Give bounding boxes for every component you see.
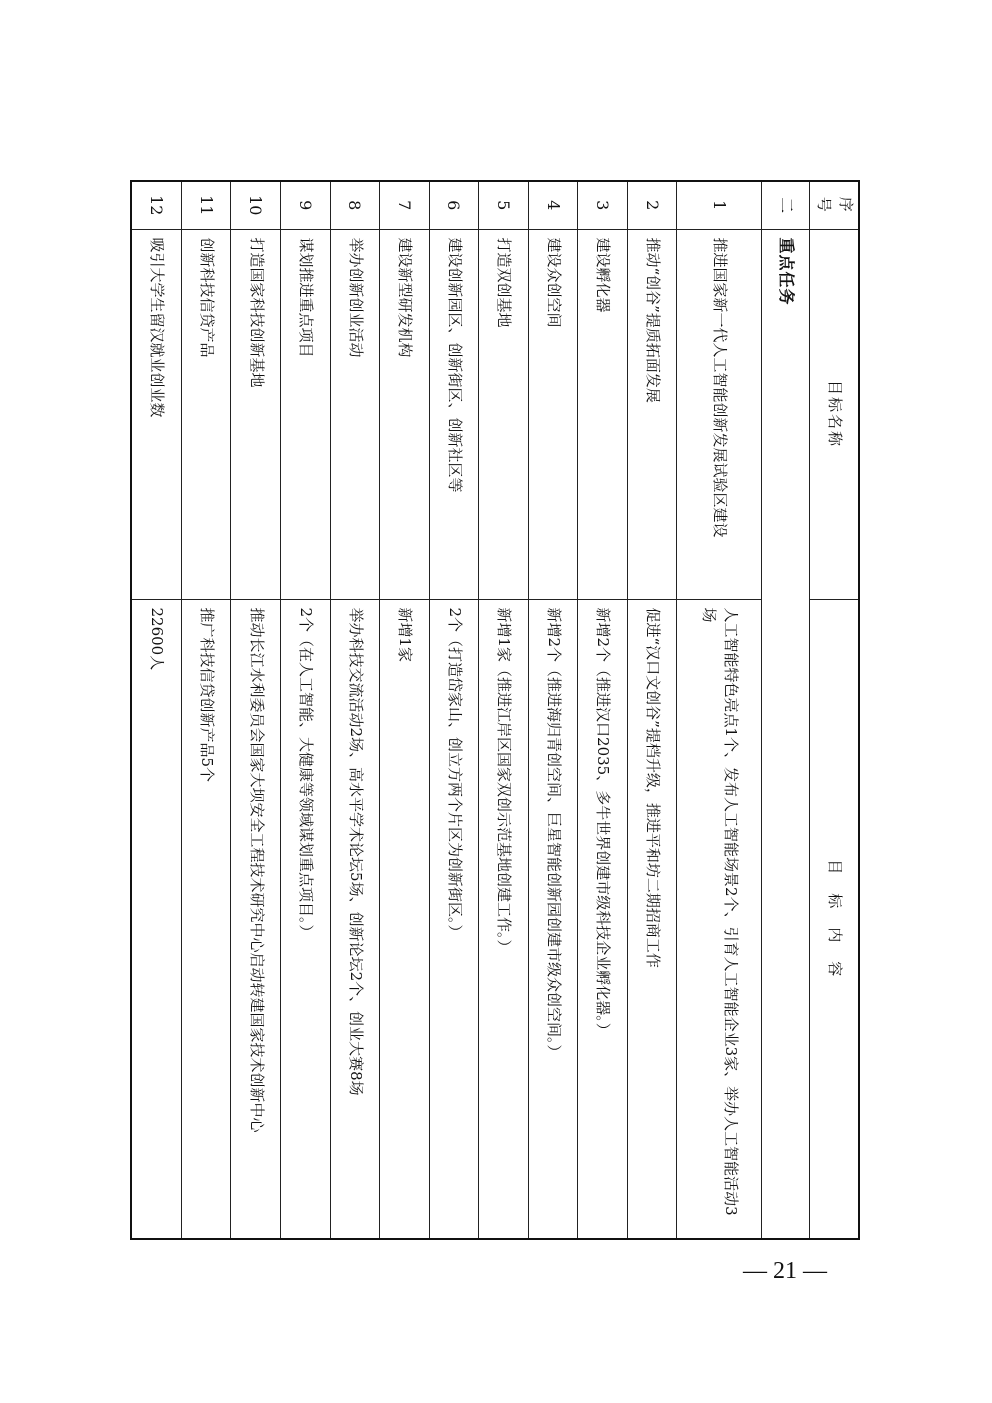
targets-table <box>130 180 860 1240</box>
rotated-table-frame <box>130 180 860 1240</box>
cell-name: 吸引大学生留汉就业创业数 <box>131 229 181 599</box>
cell-seq: 12 <box>131 181 181 229</box>
cell-name: 建设新型研发机构 <box>380 229 430 599</box>
section-seq: 二 <box>762 181 810 229</box>
cell-seq: 3 <box>578 181 628 229</box>
cell-name: 谋划推进重点项目 <box>281 229 331 599</box>
table-row <box>429 181 479 1239</box>
section-row <box>762 181 810 1239</box>
table-row <box>131 181 181 1239</box>
table-row <box>578 181 628 1239</box>
cell-content: 新增1家 <box>380 599 430 1239</box>
cell-name: 建设创新园区、创新街区、创新社区等 <box>429 229 479 599</box>
table-row <box>231 181 281 1239</box>
cell-content: 促进“汉口文创谷”提档升级，推进平和坊二期招商工作 <box>627 599 677 1239</box>
cell-content: 2个（在人工智能、大健康等领域谋划重点项目。） <box>281 599 331 1239</box>
cell-seq: 7 <box>380 181 430 229</box>
cell-content: 新增2个（推进汉口2035、多牛世界创建市级科技企业孵化器。） <box>578 599 628 1239</box>
table-row <box>380 181 430 1239</box>
cell-content: 举办科技交流活动2场、高水平学术论坛5场、创新论坛2个、创业大赛8场 <box>330 599 380 1239</box>
header-name: 目标名称 <box>810 229 859 599</box>
table-row <box>627 181 677 1239</box>
cell-seq: 11 <box>181 181 231 229</box>
table-row <box>528 181 578 1239</box>
cell-name: 建设众创空间 <box>528 229 578 599</box>
table-header-row <box>810 181 859 1239</box>
cell-content: 2个（打造岱家山、创立方两个片区为创新街区。） <box>429 599 479 1239</box>
cell-content: 新增2个（推进海归青创空间、巨星智能创新园创建市级众创空间。） <box>528 599 578 1239</box>
cell-content: 人工智能特色亮点1个、发布人工智能场景2个、引育人工智能企业3家、举办人工智能活动3场 <box>677 599 762 1239</box>
cell-content: 推广科技信贷创新产品5个 <box>181 599 231 1239</box>
page-number: — 21 — <box>743 1258 827 1284</box>
table-row <box>330 181 380 1239</box>
cell-seq: 4 <box>528 181 578 229</box>
cell-name: 推进国家新一代人工智能创新发展试验区建设 <box>677 229 762 599</box>
cell-seq: 6 <box>429 181 479 229</box>
cell-name: 建设孵化器 <box>578 229 628 599</box>
table-row <box>479 181 529 1239</box>
cell-name: 创新科技信贷产品 <box>181 229 231 599</box>
table-row <box>281 181 331 1239</box>
cell-seq: 10 <box>231 181 281 229</box>
cell-name: 举办创新创业活动 <box>330 229 380 599</box>
cell-name: 推动“创谷”提质拓面发展 <box>627 229 677 599</box>
cell-seq: 1 <box>677 181 762 229</box>
cell-content: 推动长江水利委员会国家大坝安全工程技术研究中心启动转建国家技术创新中心 <box>231 599 281 1239</box>
cell-seq: 9 <box>281 181 331 229</box>
header-content: 目 标 内 容 <box>810 599 859 1239</box>
rotated-table-area <box>130 180 860 1240</box>
cell-content: 新增1家（推进江岸区国家双创示范基地创建工作。） <box>479 599 529 1239</box>
cell-content: 22600人 <box>131 599 181 1239</box>
cell-name: 打造国家科技创新基地 <box>231 229 281 599</box>
table-row <box>677 181 762 1239</box>
section-title: 重点任务 <box>762 229 810 1239</box>
cell-name: 打造双创基地 <box>479 229 529 599</box>
table-row <box>181 181 231 1239</box>
cell-seq: 2 <box>627 181 677 229</box>
cell-seq: 5 <box>479 181 529 229</box>
header-seq: 序号 <box>810 181 859 229</box>
cell-seq: 8 <box>330 181 380 229</box>
